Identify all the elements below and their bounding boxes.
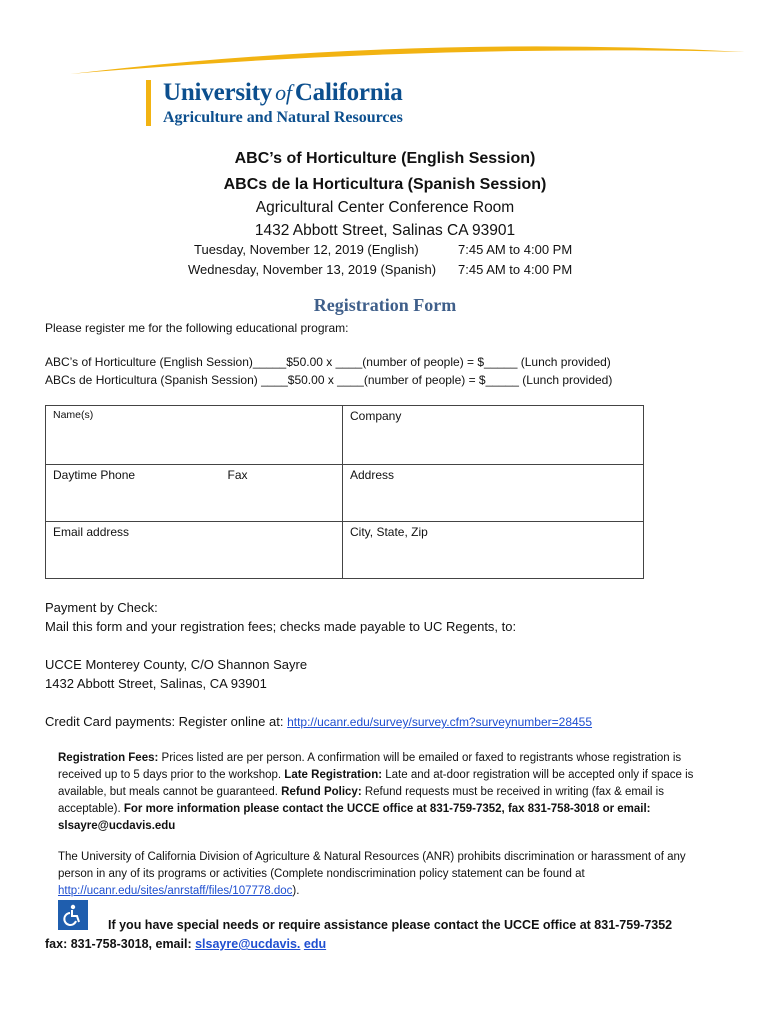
survey-link[interactable]: http://ucanr.edu/survey/survey.cfm?surveynumber=28455 — [287, 715, 593, 729]
mail-name: UCCE Monterey County, C/O Shannon Sayre — [45, 657, 308, 672]
email-link-suffix[interactable]: edu — [303, 937, 327, 951]
event-date-en: Tuesday, November 12, 2019 (English) — [194, 242, 419, 257]
event-date-es: Wednesday, November 13, 2019 (Spanish) — [188, 262, 437, 277]
registration-fees-paragraph: Registration Fees: Prices listed are per person. A confirmation will be emailed or faxed to registrants whose registration is received up to 5 days prior to the workshop. Late Registration: Late and at-door registration will be accepted only if space is available, but meals cannot be guaranteed. Refund Policy: Refund requests must be received in writing (fax & email is acceptable). For more information please contact the UCCE office at 831-759-7352, fax 831-758-3018 or email: slsayre@ucdavis.edu — [58, 752, 694, 832]
city-state-zip-field[interactable]: City, State, Zip — [343, 522, 644, 579]
check-heading: Payment by Check: — [45, 600, 158, 615]
registration-form-heading: Registration Form — [313, 295, 457, 315]
logo-university-of-california: University of California — [163, 79, 403, 106]
logo-division: Agriculture and Natural Resources — [163, 109, 403, 126]
form-intro: Please register me for the following educational program: — [45, 321, 349, 335]
mail-address: 1432 Abbott Street, Salinas, CA 93901 — [45, 676, 267, 691]
credit-card-line — [45, 714, 592, 729]
event-venue: Agricultural Center Conference Room — [255, 199, 515, 216]
assistance-line-1: If you have special needs or require assistance please contact the UCCE office at 831-759-7352 — [108, 918, 673, 932]
nondiscrimination-policy: The University of California Division of Agriculture & Natural Resources (ANR) prohibits discrimination or harassment of any person in any of its programs or activities (Complete nondiscrimination policy statement can be found at http://ucanr.edu/sites/anrstaff/files/107778.doc). — [58, 851, 686, 897]
logo-bar — [146, 80, 151, 126]
policy-link[interactable]: http://ucanr.edu/sites/anrstaff/files/107778.doc — [58, 885, 293, 897]
fees-label: Registration Fees: — [58, 752, 159, 764]
email-link[interactable]: slsayre@ucdavis. — [195, 937, 301, 951]
credit-card-label: Credit Card payments: Register online at: — [45, 714, 284, 729]
event-time-es: 7:45 AM to 4:00 PM — [458, 262, 573, 277]
names-field[interactable]: Name(s) — [46, 406, 343, 465]
late-registration-label: Late Registration: — [284, 769, 383, 781]
pricing-line-es: ABCs de Horticultura (Spanish Session) ____$50.00 x ____(number of people) = $_____ (Lunch provided) — [45, 373, 613, 387]
event-title-es: ABCs de la Horticultura (Spanish Session) — [223, 176, 547, 193]
refund-policy-label: Refund Policy: — [281, 786, 362, 798]
registration-table — [45, 405, 644, 579]
email-field[interactable]: Email address — [46, 522, 343, 579]
event-title-en: ABC’s of Horticulture (English Session) — [234, 150, 536, 167]
daytime-phone-label: Daytime Phone — [53, 468, 136, 482]
event-time-en: 7:45 AM to 4:00 PM — [458, 242, 573, 257]
check-instructions: Mail this form and your registration fees; checks made payable to UC Regents, to: — [45, 619, 517, 634]
fax-label: Fax — [227, 468, 248, 482]
assistance-line-2: fax: 831-758-3018, email: slsayre@ucdavis. edu — [45, 937, 327, 951]
wheelchair-icon — [58, 900, 88, 930]
contact-info: For more information please contact the UCCE office at 831-759-7352, fax 831-758-3018 or email: slsayre@ucdavis.edu — [58, 803, 651, 832]
phone-fax-field[interactable] — [46, 465, 343, 522]
company-field[interactable]: Company — [343, 406, 644, 465]
event-address: 1432 Abbott Street, Salinas CA 93901 — [254, 222, 516, 239]
pricing-line-en: ABC’s of Horticulture (English Session)_____$50.00 x ____(number of people) = $_____ (Lunch provided) — [45, 355, 611, 369]
address-field[interactable]: Address — [343, 465, 644, 522]
